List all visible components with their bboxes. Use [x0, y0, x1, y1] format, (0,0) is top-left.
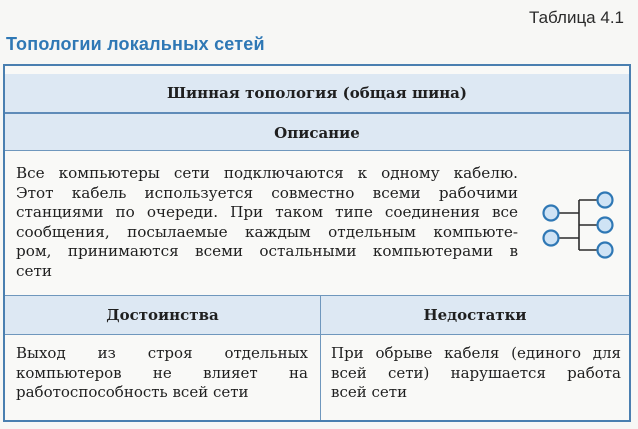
advantages-line: Выход из строя отдельных — [16, 344, 308, 362]
description-text — [16, 164, 518, 282]
description-header: Описание — [5, 112, 629, 151]
column-divider — [320, 295, 321, 420]
disadvantages-line: всей сети) нарушается работа — [331, 363, 621, 382]
advantages-line: работоспособность всей сети — [16, 383, 249, 401]
description-line: ром, принимаются всеми остальными компьютерами в — [16, 242, 518, 261]
advantages-line: компьютеров не влияет на — [16, 363, 308, 382]
bus-topology-diagram-icon — [539, 188, 619, 262]
topology-title: Шинная топология (общая шина) — [5, 74, 629, 113]
description-line: сети — [16, 261, 53, 280]
description-line: Все компьютеры сети подключаются к одному кабелю. — [16, 164, 518, 182]
description-line: станциями по очереди. При таком типе соединения все — [16, 203, 518, 222]
disadvantages-line: всей сети — [331, 383, 408, 401]
advantages-header: Достоинства — [106, 306, 219, 324]
table-number: Таблица 4.1 — [528, 8, 624, 27]
description-line: Этот кабель используется совместно всеми рабочими — [16, 183, 518, 202]
disadvantages-line: При обрыве кабеля (единого для — [331, 344, 621, 362]
columns-header — [5, 295, 629, 335]
advantages-text — [16, 344, 308, 403]
disadvantages-text — [331, 344, 621, 403]
description-line: сообщения, посылаемые каждым отдельным компьюте- — [16, 222, 518, 241]
disadvantages-header: Недостатки — [423, 306, 527, 324]
topology-table — [3, 64, 631, 422]
section-heading: Топологии локальных сетей — [6, 34, 265, 54]
